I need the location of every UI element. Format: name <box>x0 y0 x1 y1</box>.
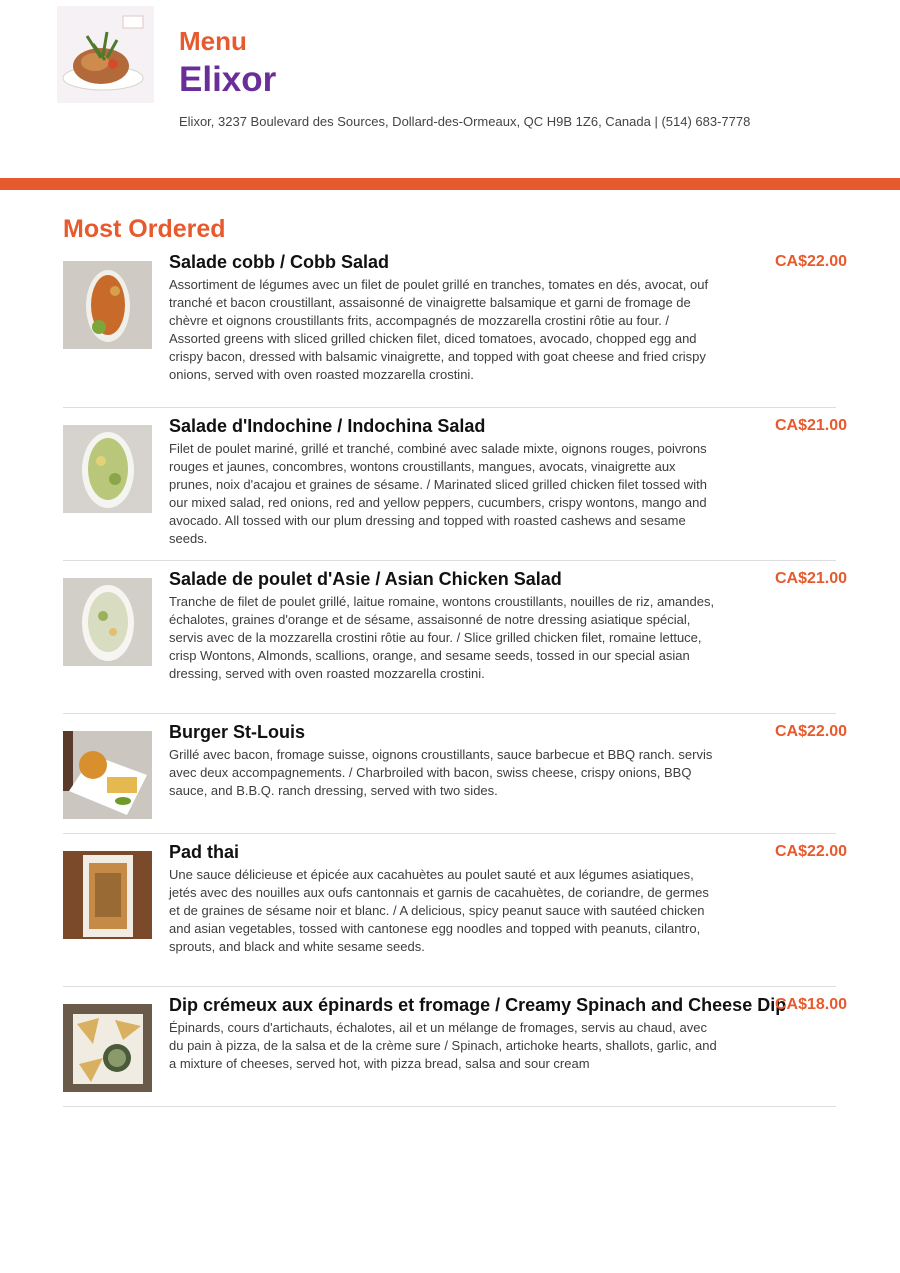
item-name: Salade de poulet d'Asie / Asian Chicken Salad <box>169 569 562 589</box>
section-title: Most Ordered <box>63 215 226 243</box>
item-description: Assortiment de légumes avec un filet de poulet grillé en tranches, tomates en dés, avocat, ouf tranché et bacon croustillant, assaisonné de vinaigrette balsamique et garni de fromage de chèvre et oignons croustillants frits, accompagnés de mozzarella crostini rôtie au four. / Assorted greens with sliced grilled chicken filet, diced tomatoes, avocado, chopped egg and crispy bacon, dressed with balsamic vinaigrette, and topped with goat cheese and fried crispy onions, served with oven roasted mozzarella crostini. <box>169 277 709 382</box>
spinach-dip-photo <box>63 1004 152 1092</box>
item-price: CA$22.00 <box>774 253 847 270</box>
item-price: CA$21.00 <box>774 570 847 587</box>
item-price: CA$18.00 <box>774 996 847 1013</box>
item-description: Tranche de filet de poulet grillé, laitue romaine, wontons croustillants, nouilles de riz, amandes, échalotes, graines d'orange et de sésame, assaisonné de notre dressing asiatique spécial, servis avec de la mozzarella crostini rôtie au four. / Slice grilled chicken filet, romaine lettuce, crisp Wontons, Almonds, scallions, orange, and sesame seeds, tossed in our special asian dressing, served with oven roasted mozzarella crostini. <box>169 594 715 681</box>
item-name: Salade d'Indochine / Indochina Salad <box>169 416 486 436</box>
cobb-salad-photo <box>63 261 152 349</box>
menu-header <box>0 0 900 178</box>
indochina-salad-photo <box>63 425 152 513</box>
item-description: Épinards, cours d'artichauts, échalotes, ail et un mélange de fromages, servis au chaud, avec du pain à pizza, de la salsa et de la crème sure / Spinach, artichoke hearts, shallots, garlic, and a mixture of cheeses, served hot, with pizza bread, salsa and sour cream <box>169 1020 717 1071</box>
menu-item[interactable] <box>63 414 847 561</box>
menu-item[interactable] <box>63 250 847 408</box>
restaurant-address: Elixor, 3237 Boulevard des Sources, Dollard-des-Ormeaux, QC H9B 1Z6, Canada | (514) 683-7778 <box>179 114 751 129</box>
menu-item[interactable] <box>63 993 847 1107</box>
item-name: Burger St-Louis <box>169 722 306 742</box>
restaurant-name: Elixor <box>179 60 277 99</box>
menu-item-list <box>63 250 900 1113</box>
item-price: CA$22.00 <box>774 723 847 740</box>
item-description: Filet de poulet mariné, grillé et tranché, combiné avec salade mixte, oignons rouges, poivrons rouges et jaunes, concombres, wontons croustillants, mangues, avocats, vinaigrette aux prunes, noix d'acajou et graines de sésame. / Marinated sliced grilled chicken filet tossed with our mixed salad, red onions, red and yellow peppers, cucumbers, crispy wontons, mango and avocado. All tossed with our plum dressing and topped with roasted cashews and sesame seeds. <box>169 441 707 546</box>
menu-item[interactable] <box>63 840 847 987</box>
item-description: Une sauce délicieuse et épicée aux cacahuètes au poulet sauté et aux légumes asiatiques, jetés avec des nouilles aux oufs cantonnais et garnis de cacahuètes, de coriandre, de germes et de graines de sésame noir et blanc. / A delicious, spicy peanut sauce with sautéed chicken and asian vegetables, tossed with cantonese egg noodles and topped with peanuts, cilantro, sprouts, and black and white sesame seeds. <box>169 867 709 954</box>
burger-photo <box>63 731 152 819</box>
menu-label: Menu <box>179 26 247 56</box>
item-name: Pad thai <box>169 842 240 862</box>
menu-item[interactable] <box>63 567 847 714</box>
item-price: CA$22.00 <box>774 843 847 860</box>
header-divider-bar <box>0 178 900 190</box>
pad-thai-photo <box>63 851 152 939</box>
menu-item[interactable] <box>63 720 847 834</box>
item-description: Grillé avec bacon, fromage suisse, oignons croustillants, sauce barbecue et BBQ ranch. servis avec deux accompagnements. / Charbroiled with bacon, swiss cheese, crispy onions, BBQ sauce, and B.B.Q. ranch dressing, served with two sides. <box>169 747 713 798</box>
restaurant-logo <box>57 6 154 103</box>
item-name: Salade cobb / Cobb Salad <box>169 252 390 272</box>
asian-chicken-salad-photo <box>63 578 152 666</box>
item-name: Dip crémeux aux épinards et fromage / Creamy Spinach and Cheese Dip <box>169 995 787 1015</box>
item-price: CA$21.00 <box>774 417 847 434</box>
